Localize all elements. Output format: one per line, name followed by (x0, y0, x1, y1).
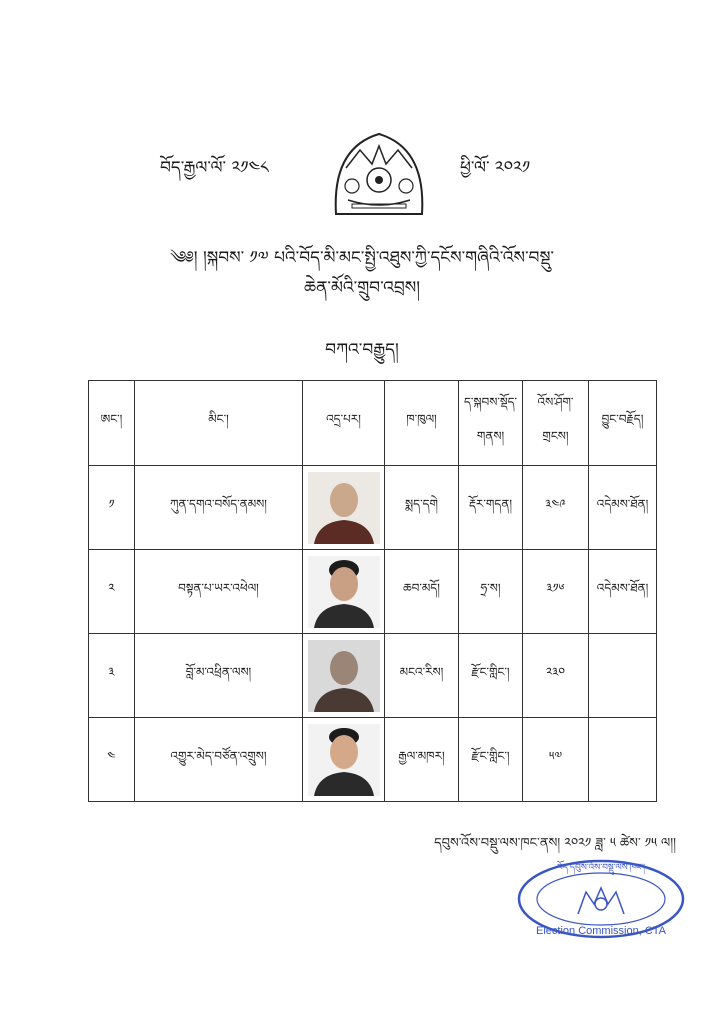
cell-remark: འདེམས་ཐོན། (589, 466, 657, 550)
cell-remark (589, 718, 657, 802)
cell-number: ༤ (89, 718, 135, 802)
cell-photo (303, 550, 385, 634)
stamp-bottom-text: Election Commission, CTA (536, 925, 666, 937)
header-votes: འོས་ཤོག་གྲངས། (523, 381, 589, 466)
issue-date-footer: དབུས་འོས་བསྡུ་ལས་ཁང་ནས། ༢༠༢༡ ཟླ་ ༥ ཚེས་ ༡༥ ལ།། (434, 836, 676, 851)
cta-emblem-icon (328, 128, 430, 224)
cell-votes: ༢༣༠ (523, 634, 589, 718)
candidate-photo (308, 556, 380, 628)
cell-remark (589, 634, 657, 718)
cell-number: ༣ (89, 634, 135, 718)
header-number: ཨང་། (89, 381, 135, 466)
cell-photo (303, 634, 385, 718)
cell-name: བསྟན་པ་ཡར་འཕེལ། (135, 550, 303, 634)
cell-photo (303, 466, 385, 550)
header-residence: ད་སྐབས་སྡོད་གནས། (459, 381, 523, 466)
document-subtitle: བཀའ་བརྒྱུད། (325, 340, 399, 360)
cell-region: རྒྱལ་མཁར། (385, 718, 459, 802)
table-row (89, 634, 657, 718)
document-title-line1: ༄༅། །སྐབས་ ༡༧ པའི་བོད་མི་མང་སྤྱི་འཐུས་ཀྱི་དངོས་གཞིའི་འོས་བསྡུ་ (170, 248, 554, 268)
header-photo: འདྲ་པར། (303, 381, 385, 466)
cell-votes: ༥༧ (523, 718, 589, 802)
table-row (89, 466, 657, 550)
table-row (89, 550, 657, 634)
cell-residence: རྫོང་གླིང་། (459, 718, 523, 802)
document-title-line2: ཆེན་མོའི་གྲུབ་འབྲས། (303, 278, 420, 298)
cell-residence: རྫོང་གླིང་། (459, 634, 523, 718)
cell-votes: ༣༤༩ (523, 466, 589, 550)
header-region: ཁ་ཁུལ། (385, 381, 459, 466)
table-header-row (89, 381, 657, 466)
cell-photo (303, 718, 385, 802)
cell-name: འགྱུར་མེད་བཙོན་འགྲུས། (135, 718, 303, 802)
cell-region: ཆབ་མདོ། (385, 550, 459, 634)
results-table (88, 380, 657, 802)
cell-remark: འདེམས་ཐོན། (589, 550, 657, 634)
cell-name: བློ་མ་འཕྲིན་ལས། (135, 634, 303, 718)
header-name: མིང་། (135, 381, 303, 466)
cell-region: སྨད་དགེ (385, 466, 459, 550)
tibetan-year: བོད་རྒྱལ་ལོ་ ༢༡༤༨ (160, 158, 269, 178)
table-row (89, 718, 657, 802)
election-commission-stamp (516, 858, 686, 940)
stamp-top-text: བོད་དབུས་འོས་བསྡུ་ལས་ཁང་། (556, 863, 646, 873)
cell-number: ༡ (89, 466, 135, 550)
header-remark: བྱུང་བརྗོད། (589, 381, 657, 466)
cell-number: ༢ (89, 550, 135, 634)
candidate-photo (308, 640, 380, 712)
cell-region: མངའ་རིས། (385, 634, 459, 718)
gregorian-year: ཕྱི་ལོ་ ༢༠༢༡ (460, 158, 531, 178)
cell-votes: ༣༡༦ (523, 550, 589, 634)
candidate-photo (308, 472, 380, 544)
stamp-emblem-icon (578, 888, 624, 914)
cell-name: ཀུན་དགའ་བསོད་ནམས། (135, 466, 303, 550)
candidate-photo (308, 724, 380, 796)
cell-residence: རྡོར་གདན། (459, 466, 523, 550)
cell-residence: ཧྲ་ས། (459, 550, 523, 634)
